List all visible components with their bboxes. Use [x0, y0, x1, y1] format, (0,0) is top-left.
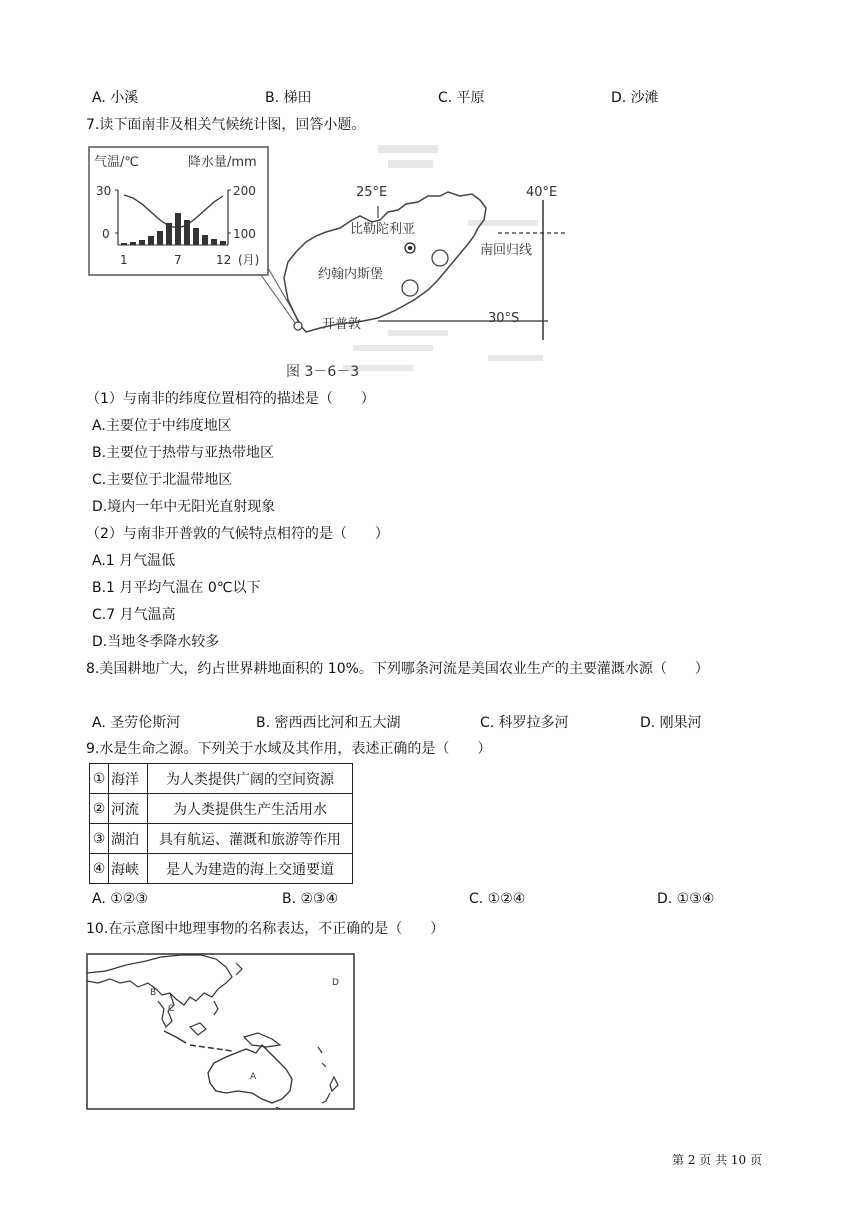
q7-sub1-option-d: D.境内一年中无阳光直射现象: [92, 499, 276, 515]
row-desc: 是人为建造的海上交通要道: [148, 854, 353, 884]
lat-30s-label: 30°S: [488, 311, 520, 326]
q7-sub2-option-c: C.7 月气温高: [92, 607, 176, 623]
q7-sub2: （2）与南非开普敦的气候特点相符的是（ ）: [86, 526, 389, 542]
q9-option-c: C. ①②④: [469, 891, 526, 907]
q10-stem: 10.在示意图中地理事物的名称表达，不正确的是（ ）: [86, 921, 445, 937]
q7-stem: 7.读下面南非及相关气候统计图，回答小题。: [86, 117, 366, 133]
q7-sub1-option-c: C.主要位于北温带地区: [92, 472, 233, 488]
bar-m12: [220, 241, 226, 245]
row-num: ④: [90, 854, 109, 884]
row-desc: 具有航运、灌溉和旅游等作用: [148, 824, 353, 854]
row-name: 湖泊: [109, 824, 148, 854]
lon-25e-label: 25°E: [356, 185, 388, 200]
row-name: 海峡: [109, 854, 148, 884]
month-tick-7: 7: [174, 253, 182, 267]
bar-m7: [175, 213, 181, 245]
q7-sub1: （1）与南非的纬度位置相符的描述是（ ）: [86, 391, 375, 407]
row-desc: 为人类提供生产生活用水: [148, 794, 353, 824]
table-row: [90, 794, 353, 824]
capetown-label: 开普敦: [322, 317, 362, 332]
q6-option-d: D. 沙滩: [611, 90, 659, 106]
month-tick-1: 1: [120, 253, 128, 267]
south-africa-outline: [284, 192, 486, 332]
bar-m4: [148, 236, 154, 245]
bar-m11: [211, 239, 217, 245]
month-unit: (月): [238, 253, 260, 267]
precip-tick-100: 100: [233, 227, 256, 241]
lesotho: [402, 280, 418, 296]
johannesburg-label: 约翰内斯堡: [318, 267, 384, 282]
q7-sub2-option-d: D.当地冬季降水较多: [92, 634, 220, 650]
q9-option-a: A. ①②③: [92, 891, 148, 907]
q7-sub1-option-a: A.主要位于中纬度地区: [92, 418, 232, 434]
bar-m3: [139, 240, 145, 245]
map-label-b: B: [150, 988, 157, 998]
row-num: ②: [90, 794, 109, 824]
row-name: 河流: [109, 794, 148, 824]
map-label-d: D: [332, 978, 339, 988]
q9-option-b: B. ②③④: [282, 891, 339, 907]
table-row: [90, 854, 353, 884]
tropic-label: 南回归线: [480, 243, 533, 258]
q8-option-a: A. 圣劳伦斯河: [92, 715, 181, 731]
pretoria-label: 比勒陀利亚: [350, 222, 416, 237]
figure-caption: 图 3－6－3: [286, 364, 360, 380]
row-desc: 为人类提供广阔的空间资源: [148, 764, 353, 794]
q7-sub1-option-b: B.主要位于热带与亚热带地区: [92, 445, 275, 461]
q8-option-d: D. 刚果河: [640, 715, 702, 731]
bar-m2: [130, 242, 136, 245]
water-table: [89, 763, 353, 884]
month-tick-12: 12: [216, 253, 232, 267]
table-row: [90, 764, 353, 794]
map-label-a: A: [250, 1072, 257, 1082]
q6-option-b: B. 梯田: [265, 90, 312, 106]
precip-axis-label: 降水量/mm: [188, 155, 257, 170]
q6-option-a: A. 小溪: [92, 90, 139, 106]
bar-m1: [121, 243, 127, 245]
bar-m5: [157, 231, 163, 245]
q6-option-c: C. 平原: [438, 90, 485, 106]
south-africa-figure: [88, 140, 568, 385]
map-label-c: C: [168, 1004, 175, 1014]
row-num: ③: [90, 824, 109, 854]
row-name: 海洋: [109, 764, 148, 794]
temp-axis-label: 气温/℃: [94, 155, 139, 170]
q8-stem: 8.美国耕地广大，约占世界耕地面积的 10%。下列哪条河流是美国农业生产的主要灌溉水源（ ）: [86, 661, 709, 677]
q9-stem: 9.水是生命之源。下列关于水域及其作用，表述正确的是（ ）: [86, 741, 492, 757]
q7-sub2-option-a: A.1 月气温低: [92, 553, 176, 569]
swaziland: [432, 250, 448, 266]
bar-m9: [193, 228, 199, 245]
lon-40e-label: 40°E: [526, 185, 558, 200]
q8-option-c: C. 科罗拉多河: [480, 715, 569, 731]
q9-option-d: D. ①③④: [657, 891, 715, 907]
precip-tick-200: 200: [233, 184, 256, 198]
bar-m10: [202, 235, 208, 245]
table-row: [90, 824, 353, 854]
asia-oceania-map: [86, 953, 356, 1111]
q7-sub2-option-b: B.1 月平均气温在 0℃以下: [92, 580, 261, 596]
temp-tick-30: 30: [96, 184, 112, 198]
row-num: ①: [90, 764, 109, 794]
q8-option-b: B. 密西西比河和五大湖: [256, 715, 401, 731]
temp-tick-0: 0: [102, 227, 110, 241]
page-footer: 第 2 页 共 10 页: [672, 1153, 762, 1167]
